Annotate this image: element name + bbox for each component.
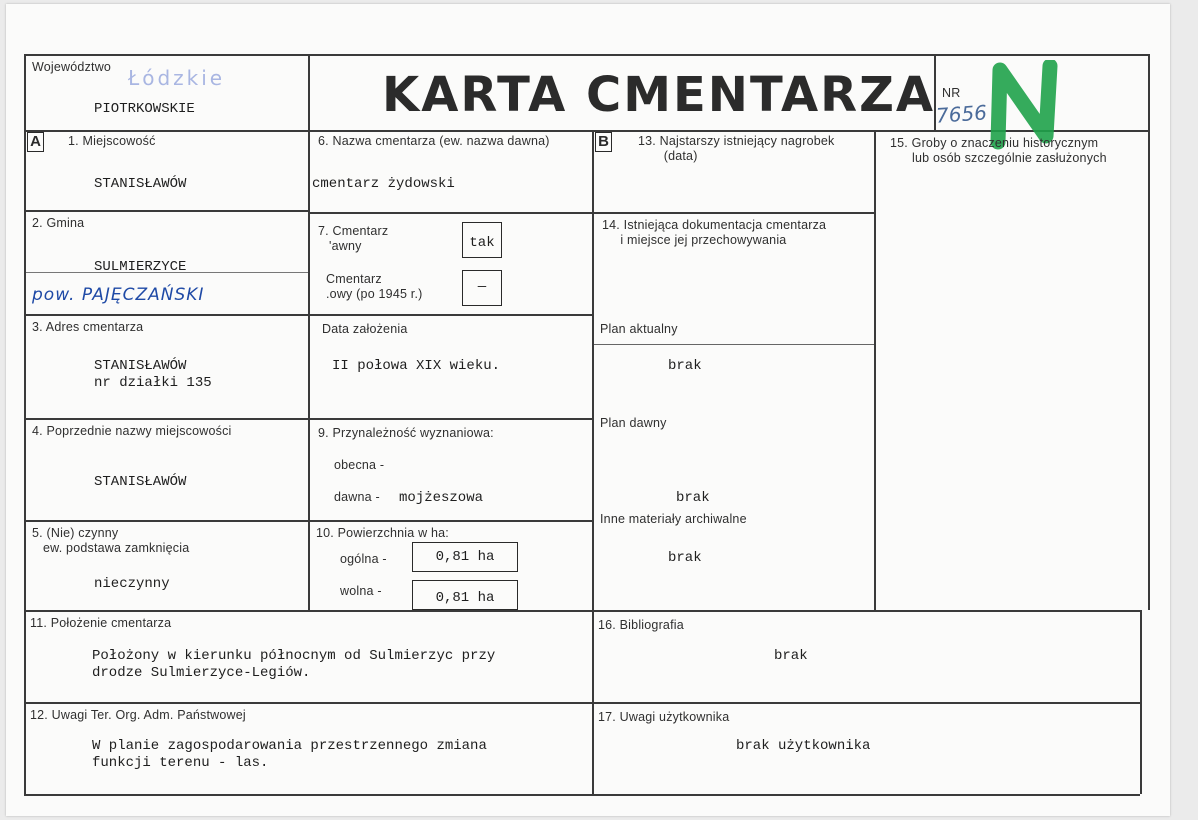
field-6-value: cmentarz żydowski (312, 176, 455, 192)
field-5-value: nieczynny (94, 576, 170, 592)
row-line-1-2 (24, 210, 308, 212)
field-10-wolna-value: 0,81 ha (412, 580, 518, 610)
field-11-label: 11. Położenie cmentarza (30, 616, 172, 630)
field-9-label: 9. Przynależność wyznaniowa: (318, 426, 494, 440)
row-line-6-7 (308, 212, 592, 214)
wojewodztwo-label: Województwo (32, 60, 112, 74)
field-15-label: 15. Groby o znaczeniu historycznym lub osób szczególnie zasłużonych (890, 136, 1107, 165)
plan-dawny-value: brak (676, 490, 710, 506)
field-8-label: Data założenia (322, 322, 408, 336)
plan-dawny-label: Plan dawny (600, 416, 667, 430)
field-10-ogolna-label: ogólna - (340, 552, 387, 566)
field-2-value: SULMIERZYCE (94, 259, 187, 275)
field-1-label: 1. Miejscowość (68, 134, 156, 148)
row-line-11-12 (24, 702, 1140, 704)
right-border-lower (1140, 610, 1142, 794)
plan-aktualny-value: brak (668, 358, 702, 374)
field-3-label: 3. Adres cmentarza (32, 320, 144, 334)
field-4-label: 4. Poprzednie nazwy miejscowości (32, 424, 232, 438)
field-14-label: 14. Istniejąca dokumentacja cmentarza i miejsce jej przechowywania (602, 218, 827, 247)
field-1-value: STANISŁAWÓW (94, 176, 187, 192)
col-divider-2 (592, 130, 594, 794)
cemetery-record-card (6, 4, 1170, 816)
section-b-marker: B (595, 132, 612, 152)
field-16-label: 16. Bibliografia (598, 618, 684, 632)
col-divider-1 (308, 54, 310, 610)
field-17-value: brak użytkownika (736, 738, 871, 754)
field-13-label: 13. Najstarszy istniejący nagrobek (data) (638, 134, 835, 163)
inne-materialy-label: Inne materiały archiwalne (600, 512, 747, 526)
field-5-label: 5. (Nie) czynny ew. podstawa zamknięcia (32, 526, 190, 555)
section-a-marker: A (27, 132, 44, 152)
field-8-value: II połowa XIX wieku. (332, 358, 501, 374)
field-3-value: STANISŁAWÓW nr działki 135 (94, 358, 212, 391)
col-divider-3 (874, 130, 876, 610)
header-bottom-line (24, 130, 1150, 132)
field-7b-value-box: — (462, 270, 502, 306)
field-2-label: 2. Gmina (32, 216, 85, 230)
row-line-5-11 (24, 610, 1140, 612)
plan-aktualny-label: Plan aktualny (600, 322, 678, 336)
field-9-obecna-label: obecna - (334, 458, 385, 472)
card-title: KARTA CMENTARZA (382, 67, 936, 123)
left-border (24, 54, 26, 794)
field-12-label: 12. Uwagi Ter. Org. Adm. Państwowej (30, 708, 246, 722)
row-line-13-14 (592, 212, 876, 214)
nr-label: NR (942, 86, 961, 100)
field-2-handwritten-note: pow. PAJĘCZAŃSKI (32, 285, 205, 305)
field-7a-value-box: tak (462, 222, 502, 258)
wojewodztwo-value: PIOTRKOWSKIE (94, 101, 195, 117)
field-10-ogolna-value: 0,81 ha (412, 542, 518, 572)
nr-value: 7656 (935, 100, 988, 128)
field-12-value: W planie zagospodarowania przestrzennego zmiana funkcji terenu - las. (92, 738, 487, 771)
field-6-label: 6. Nazwa cmentarza (ew. nazwa dawna) (318, 134, 550, 148)
field-11-value: Położony w kierunku północnym od Sulmierzyc przy drodze Sulmierzyce-Legiów. (92, 648, 496, 681)
field-10-wolna-label: wolna - (340, 584, 382, 598)
field-7b-label: Cmentarz .owy (po 1945 r.) (326, 272, 423, 301)
field-4-value: STANISŁAWÓW (94, 474, 187, 490)
row-line-14-plan (592, 344, 876, 345)
field-7a-label: 7. Cmentarz 'awny (318, 224, 389, 253)
bottom-border (24, 794, 1140, 796)
top-border (24, 54, 1150, 56)
field-9-dawna-value: mojżeszowa (399, 490, 484, 506)
inne-materialy-value: brak (668, 550, 702, 566)
right-border (1148, 54, 1150, 610)
field-10-label: 10. Powierzchnia w ha: (316, 526, 449, 540)
wojewodztwo-stamp: Łódzkie (128, 66, 226, 90)
field-17-label: 17. Uwagi użytkownika (598, 710, 730, 724)
field-9-dawna-label: dawna - (334, 490, 380, 504)
field-16-value: brak (774, 648, 808, 664)
